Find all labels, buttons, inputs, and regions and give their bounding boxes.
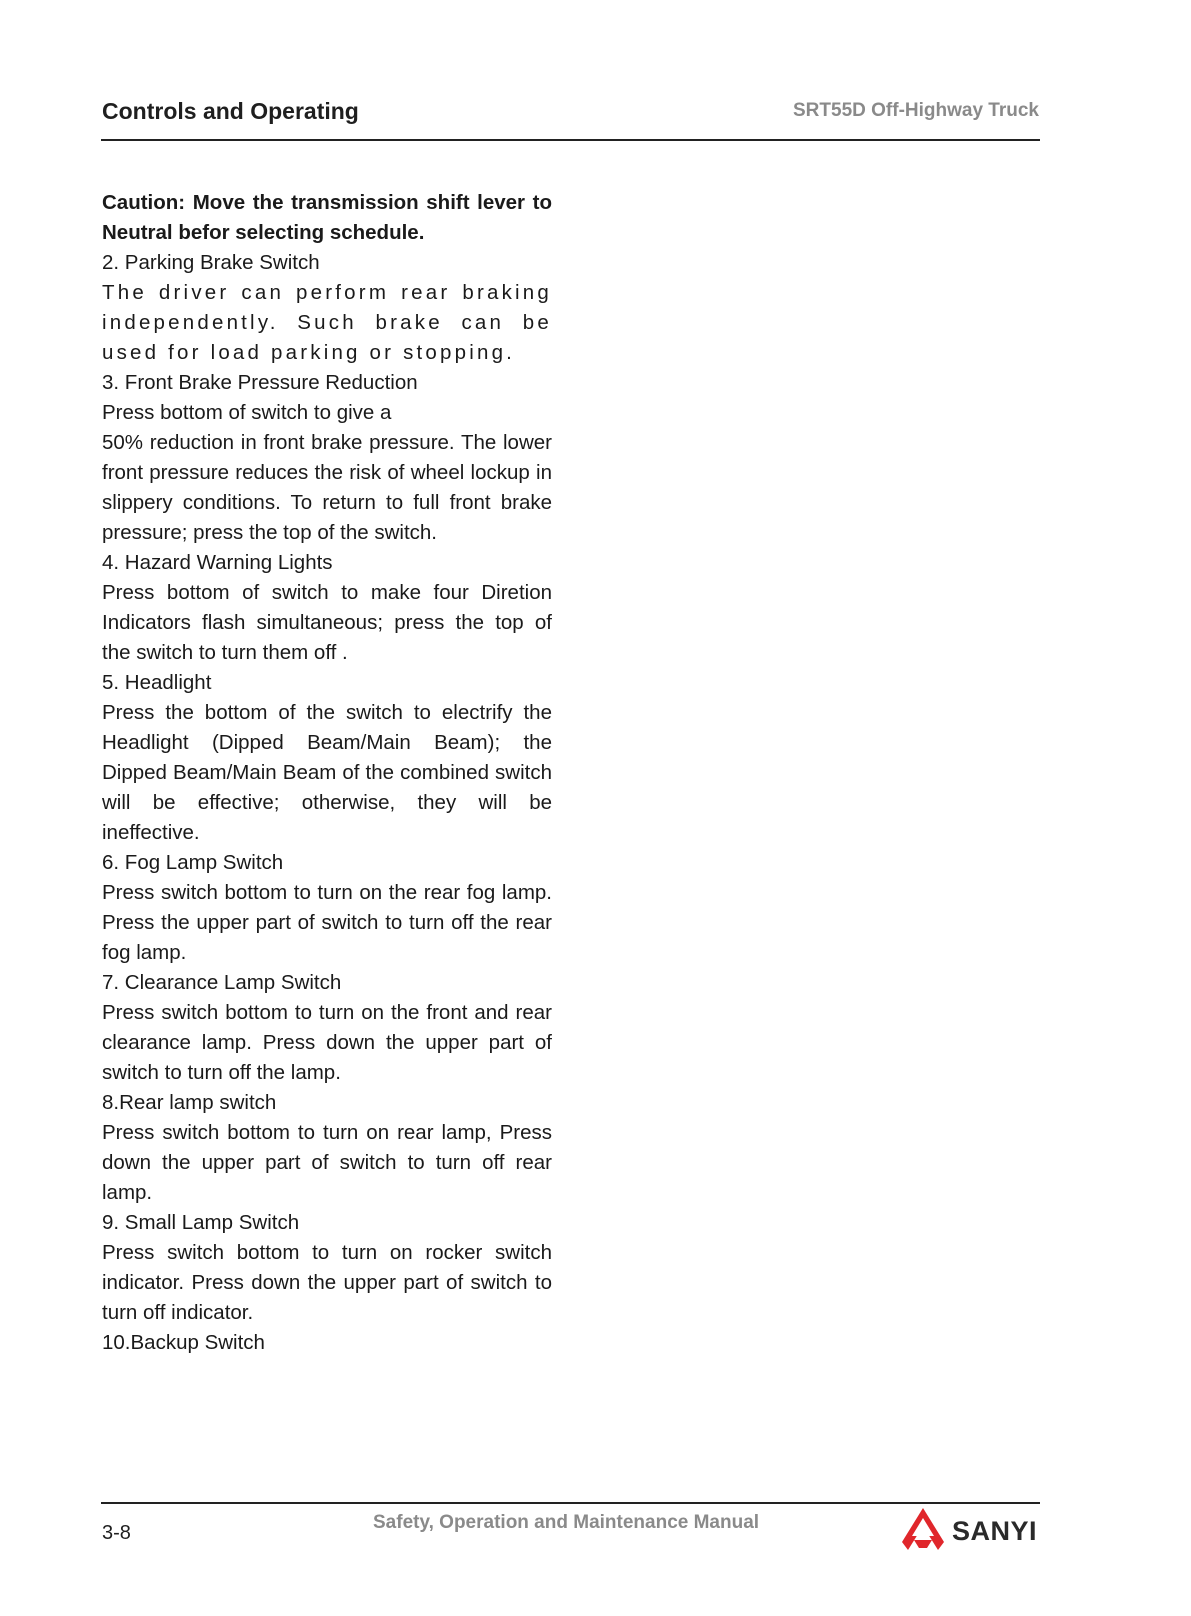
item-heading: 7. Clearance Lamp Switch [102, 971, 342, 994]
body-text-column [102, 188, 552, 1358]
logo-mark-shapes [902, 1508, 944, 1550]
item-heading: 6. Fog Lamp Switch [102, 851, 284, 874]
brand-logo [900, 1506, 1045, 1552]
item-text: The driver can perform rear braking independently. Such brake can be used for load parking or stopping. [102, 281, 552, 364]
item-heading: 5. Headlight [102, 671, 212, 694]
footer-divider [101, 1502, 1040, 1504]
page-number: 3-8 [102, 1522, 131, 1544]
item-text: Press the bottom of the switch to electrify the Headlight (Dipped Beam/Main Beam); the Dipped Beam/Main Beam of the combined switch will be effective; otherwise, they will be ineffective. [102, 701, 552, 844]
item-text: Press switch bottom to turn on the front and rear clearance lamp. Press down the upper part of switch to turn off the lamp. [102, 1001, 552, 1084]
item-text: Press switch bottom to turn on rear lamp, Press down the upper part of switch to turn off rear lamp. [102, 1121, 552, 1204]
item-text: Press bottom of switch to give a [102, 401, 392, 424]
item-text: Press switch bottom to turn on the rear fog lamp. Press the upper part of switch to turn off the rear fog lamp. [102, 881, 552, 964]
item-heading: 8.Rear lamp switch [102, 1091, 277, 1114]
manual-title: Safety, Operation and Maintenance Manual [373, 1512, 760, 1533]
section-title: Controls and Operating [102, 98, 359, 124]
item-text: Press switch bottom to turn on rocker switch indicator. Press down the upper part of switch to turn off indicator. [102, 1241, 552, 1324]
item-text: Press bottom of switch to make four Diretion Indicators flash simultaneous; press the top of the switch to turn them off . [102, 581, 552, 664]
header-divider [101, 139, 1040, 141]
item-heading: 3. Front Brake Pressure Reduction [102, 371, 418, 394]
item-heading: 9. Small Lamp Switch [102, 1211, 300, 1234]
sanyi-logo-icon [900, 1506, 946, 1552]
item-text: 50% reduction in front brake pressure. The lower front pressure reduces the risk of wheel lockup in slippery conditions. To return to full front brake pressure; press the top of the switch. [102, 431, 552, 544]
product-title: SRT55D Off-Highway Truck [793, 100, 1039, 121]
item-heading: 4. Hazard Warning Lights [102, 551, 333, 574]
caution-note: Caution: Move the transmission shift lever to Neutral befor selecting schedule. [102, 191, 552, 244]
item-heading: 2. Parking Brake Switch [102, 251, 320, 274]
item-heading: 10.Backup Switch [102, 1331, 265, 1354]
brand-name: SANYI [952, 1516, 1038, 1546]
